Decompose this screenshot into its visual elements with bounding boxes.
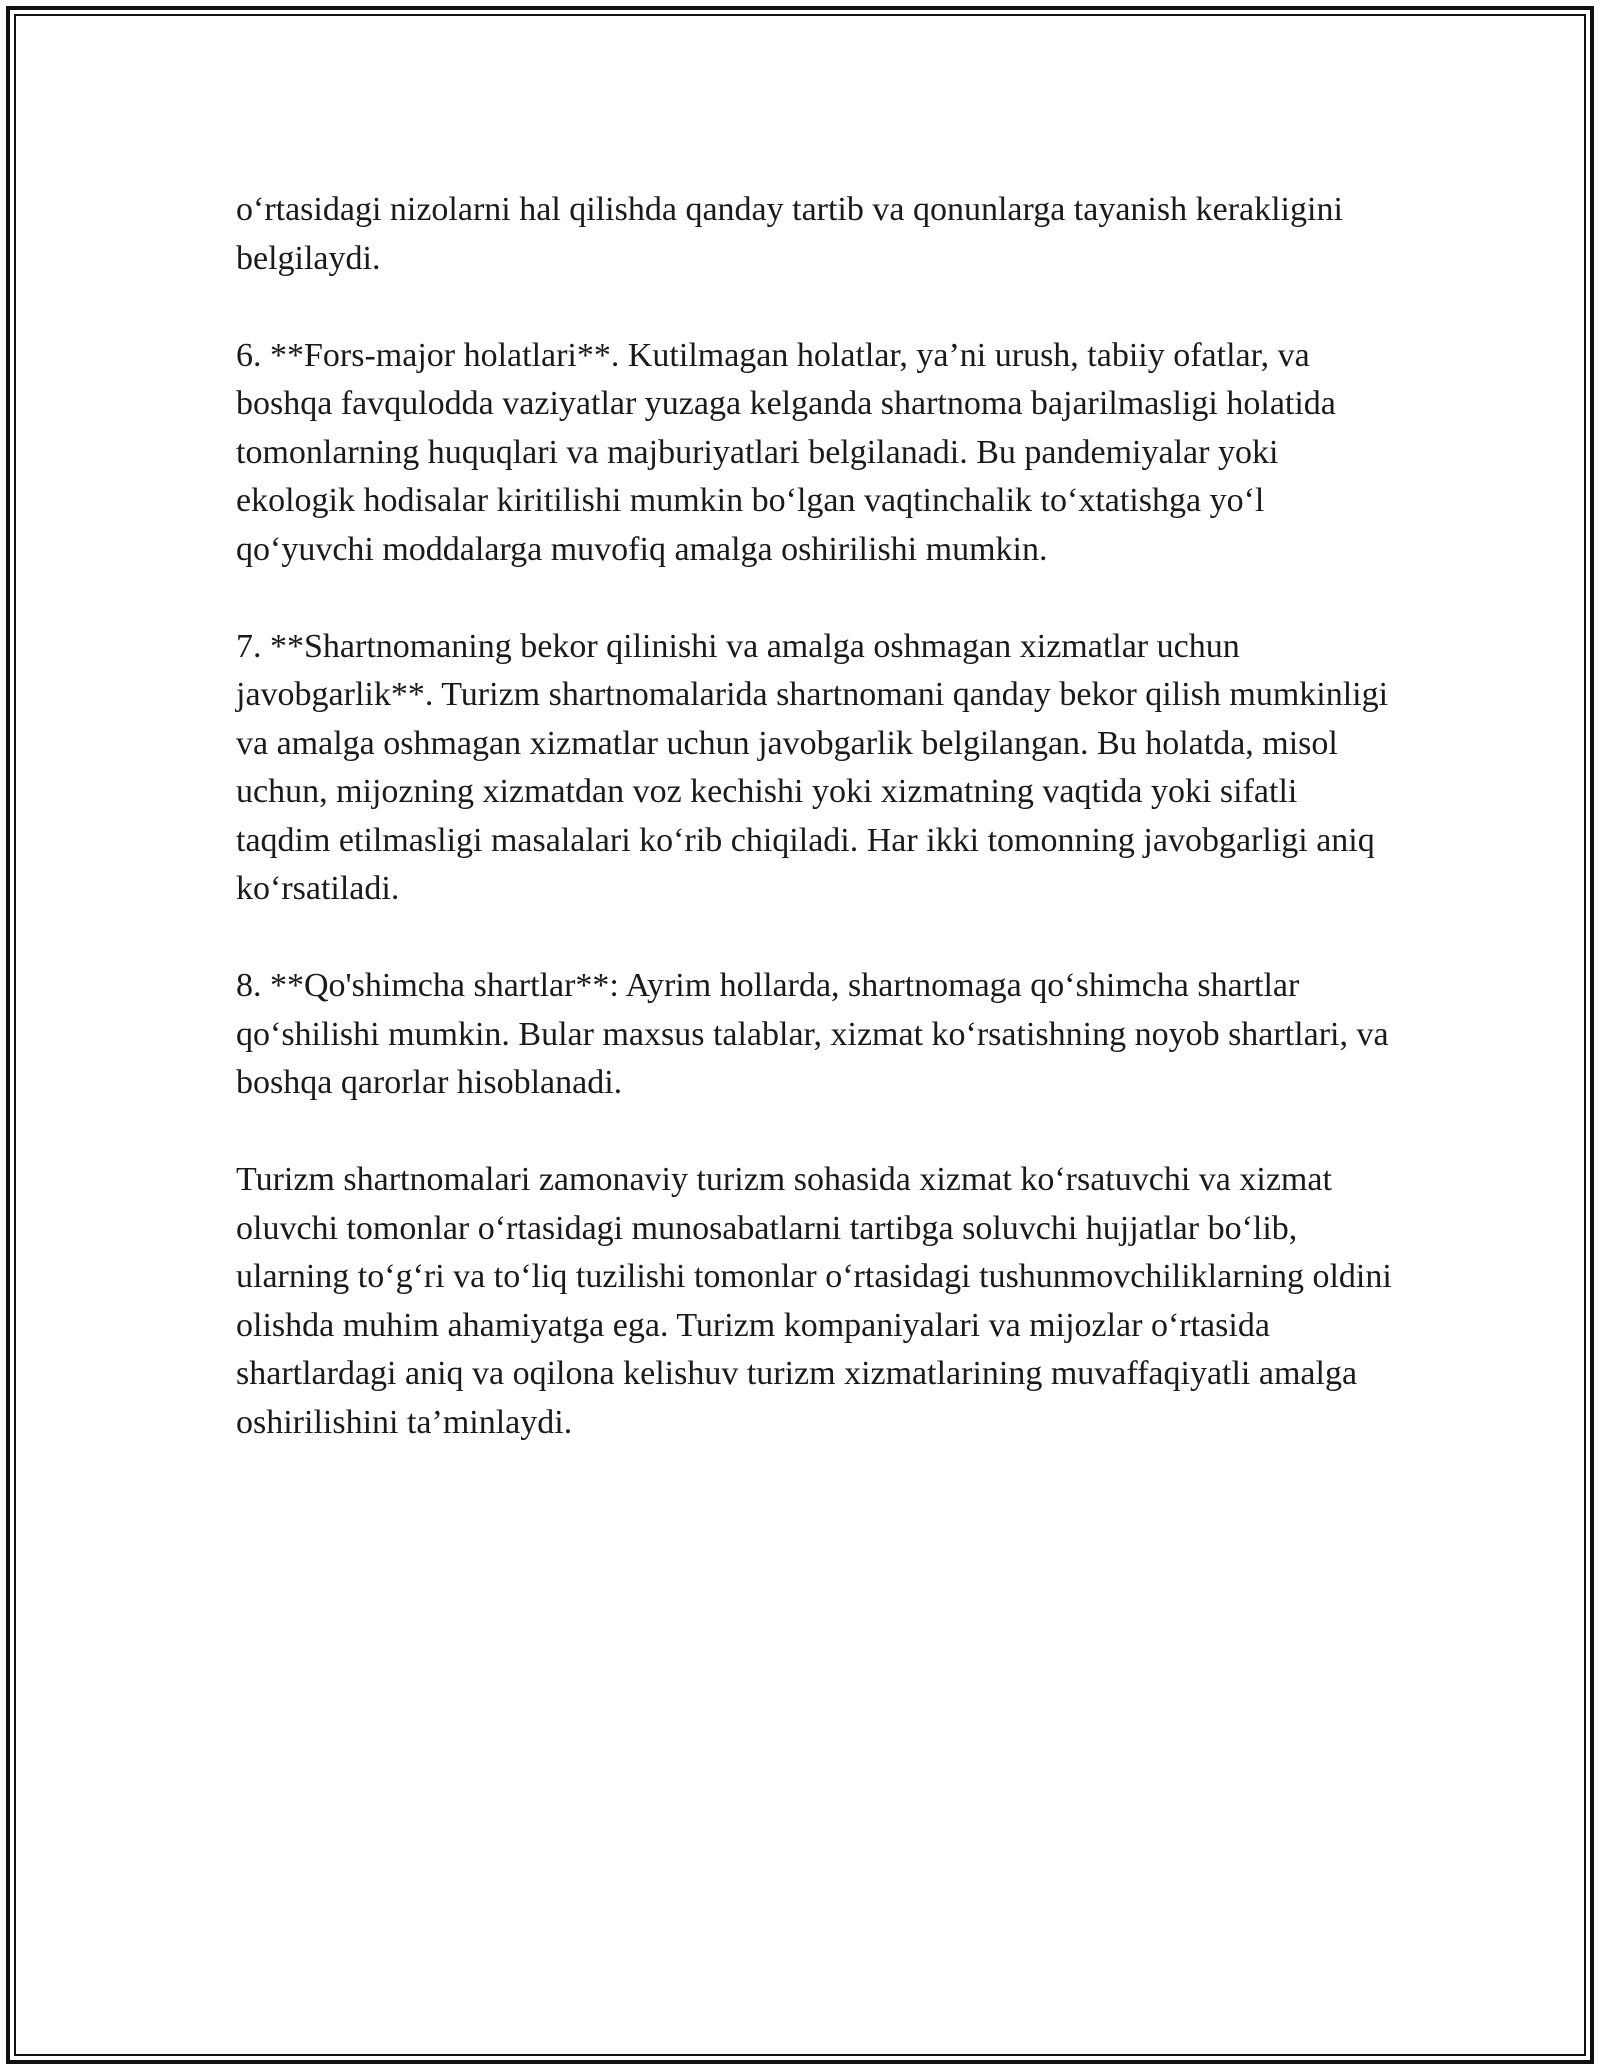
paragraph-contract-termination: 7. **Shartnomaning bekor qilinishi va amalga oshmagan xizmatlar uchun javobgarlik**. Turizm shartnomalarida shartnomani qanday bekor qilish mumkinligi va amalga oshmagan xizmatlar uchun javobgarlik belgilangan. Bu holatda, misol uchun, mijozning xizmatdan voz kechishi yoki xizmatning vaqtida yoki sifatli taqdim etilmasligi masalalari ko‘rib chiqiladi. Har ikki tomonning javobgarligi aniq ko‘rsatiladi. [236, 627, 1389, 907]
document-body [236, 186, 1396, 1447]
paragraph-force-majeure: 6. **Fors-major holatlari**. Kutilmagan holatlar, ya’ni urush, tabiiy ofatlar, va boshqa favqulodda vaziyatlar yuzaga kelganda shartnoma bajarilmasligi holatida tomonlarning huquqlari va majburiyatlari belgilanadi. Bu pandemiyalar yoki ekologik hodisalar kiritilishi mumkin bo‘lgan vaqtinchalik to‘xtatishga yo‘l qo‘yuvchi moddalarga muvofiq amalga oshirilishi mumkin. [236, 336, 1336, 568]
paragraph-dispute-resolution-continuation: o‘rtasidagi nizolarni hal qilishda qanday tartib va qonunlarga tayanish kerakligini belgilaydi. [236, 191, 1343, 277]
paragraph-additional-terms: 8. **Qo'shimcha shartlar**: Ayrim hollarda, shartnomaga qo‘shimcha shartlar qo‘shilishi mumkin. Bular maxsus talablar, xizmat ko‘rsatishning noyob shartlari, va boshqa qarorlar hisoblanadi. [236, 967, 1389, 1101]
paragraph-conclusion: Turizm shartnomalari zamonaviy turizm sohasida xizmat ko‘rsatuvchi va xizmat oluvchi tomonlar o‘rtasidagi munosabatlarni tartibga soluvchi hujjatlar bo‘lib, ularning to‘g‘ri va to‘liq tuzilishi tomonlar o‘rtasidagi tushunmovchiliklarning oldini olishda muhim ahamiyatga ega. Turizm kompaniyalari va mijozlar o‘rtasida shartlardagi aniq va oqilona kelishuv turizm xizmatlarining muvaffaqiyatli amalga oshirilishini ta’minlaydi. [236, 1161, 1392, 1441]
